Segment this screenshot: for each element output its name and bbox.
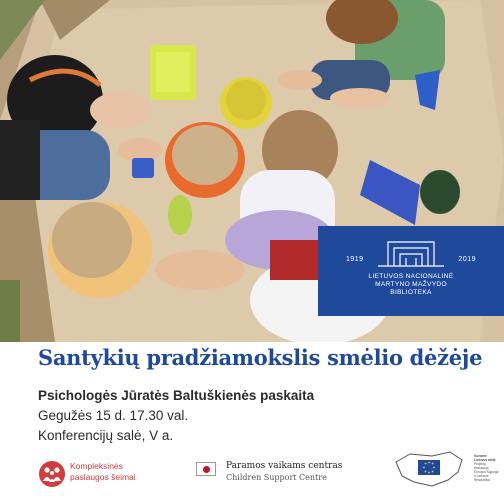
library-name [318, 273, 504, 297]
eu-line: Respublika [474, 478, 490, 482]
paramos-line1: Paramos vaikams centras [226, 461, 343, 471]
japan-flag-icon [196, 462, 216, 476]
kompleksines-line2: paslaugos šeimai [70, 472, 136, 482]
library-name-line2: MARTYNO MAŽVYDO [375, 281, 447, 288]
eu-funding-logo [392, 450, 500, 492]
eu-line: ir Lietuvos [474, 474, 489, 478]
library-year-end: 2019 [458, 256, 476, 263]
library-year-start: 1919 [346, 256, 364, 263]
eu-fine-print [474, 454, 500, 482]
library-name-line1: LIETUVOS NACIONALINĖ [368, 273, 454, 280]
event-date-time: Gegužės 15 d. 17.30 val. [38, 408, 189, 423]
national-library-logo [318, 226, 504, 316]
lithuania-map-eu-flag-icon [392, 450, 472, 492]
family-people-icon [38, 460, 66, 488]
event-subtitle: Psichologės Jūratės Baltuškienės paskaita [38, 388, 315, 403]
eu-line: Projektą finansuoja [474, 462, 489, 470]
eu-head2: Lietuvos ateitį [474, 458, 496, 462]
library-name-line3: BIBLIOTEKA [390, 289, 432, 296]
event-location: Konferencijų salė, V a. [38, 428, 174, 443]
eu-line: Europos Sąjunga [474, 470, 499, 474]
eu-head: Kuriame [474, 454, 487, 458]
paramos-vaikams-centras-logo [196, 458, 346, 488]
paramos-line2: Children Support Centre [226, 473, 327, 482]
event-title: Santykių pradžiamokslis smėlio dėžėje [38, 345, 483, 370]
kompleksines-line1: Kompleksinės [70, 461, 123, 471]
kompleksines-paslaugos-logo [38, 458, 178, 488]
